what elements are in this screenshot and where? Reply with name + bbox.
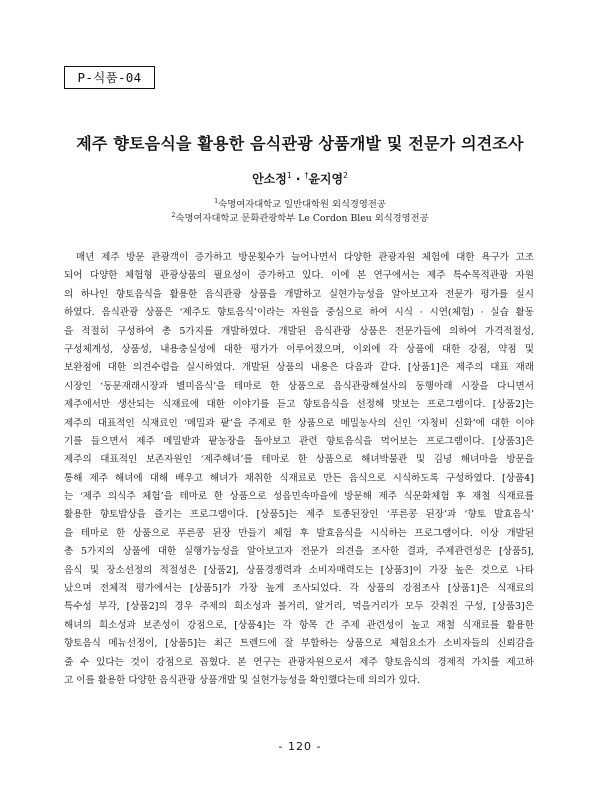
abstract-line: 의 하나인 향토음식을 활용한 음식관광 상품을 개발하고 실현가능성을 알아보고자 전문가 평가를 실시 [64,288,534,300]
abstract-line: 활용한 향토밥상을 즐기는 프로그램이다. [상품5]는 제주 토종된장인 ‘푸른콩 된장’과 ‘향토 발효음식’ [64,509,534,521]
page-number: - 120 - [278,740,322,753]
abstract-line: 기를 들으면서 제주 메밀밭과 팥농장을 돌아보고 관련 향토음식을 먹어보는 프로그램이다. [상품3]은 [64,435,534,447]
abstract-line: 는 ‘제주 의식주 체험’을 테마로 한 상품으로 성읍민속마을에 방문해 제주 식문화체험 후 재철 식재료를 [64,491,534,503]
affiliation-mark: 2 [171,210,176,219]
abstract-line: 제주의 대표적인 식재료인 ‘메밀과 팥’을 주제로 한 상품으로 메밀농사의 신인 ‘자청비 신화’에 대한 이야 [64,417,534,429]
affiliation-1 [0,196,600,210]
author-name: 윤지영 [308,172,344,186]
abstract-line: 제주에서만 생산되는 식재료에 대한 이야기를 듣고 향토음식을 선정해 맛보는 프로그램이다. [상품2]는 [64,399,534,411]
corresponding-mark: † [304,171,309,180]
abstract-line: 총 5가지의 상품에 대한 실행가능성을 알아보고자 전문가 의견을 조사한 결과, 주제관련성은 [상품5], [64,546,534,558]
author-name: 안소정 [252,172,287,186]
abstract-line: 고 이를 활용한 다양한 음식관광 상품개발 및 실현가능성을 확인했다는데 의의가 있다. [64,674,421,686]
affiliation-text: 숙명여자대학교 문화관광학부 Le Cordon Bleu 외식경영전공 [175,213,429,224]
abstract-line: 되어 다양한 체험형 관광상품의 필요성이 증가하고 있다. 이에 본 연구에서는 제주 특수목적관광 자원 [64,270,534,282]
abstract-line: 보완점에 대한 의견수렴을 실시하였다. 개발된 상품의 내용은 다음과 같다. [상품1]은 제주의 대표 재래 [64,362,534,374]
abstract-line: 줄 수 있다는 것이 강점으로 꼽혔다. 본 연구는 관광자원으로서 제주 향토음식의 경제적 가치를 제고하 [64,656,534,668]
abstract-line: 해녀의 희소성과 보존성이 강점으로, [상품4]는 각 항목 간 주제 관련성이 높고 재철 식재료를 활용한 [64,619,534,631]
affiliation-2 [0,210,600,224]
abstract-line: 구성체계성, 상품성, 내용충실성에 대한 평가가 이루어졌으며, 이외에 각 상품에 대한 강점, 약점 및 [64,343,534,355]
abstract-line: 하였다. 음식관광 상품은 ‘제주도 향토음식’이라는 자원을 중심으로 하여 시식 · 시연(체험) · 실습 활동 [64,307,534,319]
paper-title: 제주 향토음식을 활용한 음식관광 상품개발 및 전문가 의견조사 [76,134,524,153]
affiliation-text: 숙명여자대학교 일반대학원 외식경영전공 [218,199,386,210]
author-mark: 1 [286,171,292,180]
abstract-line: 향토음식 메뉴선정이, [상품5]는 최근 트렌드에 잘 부합하는 상품으로 체험요소가 소비자들의 신뢰감을 [64,638,534,650]
abstract-line: 제주의 대표적인 보존자원인 ‘제주해녀’를 테마로 한 상품으로 해녀박물관 및 김녕 해녀마을 방문을 [64,454,534,466]
author-line [0,170,600,187]
abstract-line: 매년 제주 방문 관광객이 증가하고 방문횟수가 늘어나면서 다양한 관광자원 체험에 대한 욕구가 고조 [76,252,534,263]
abstract-body [64,249,534,690]
abstract-line: 특수성 부각, [상품2]의 경우 주제의 희소성과 볼거리, 알거리, 먹을거리가 모두 갖춰진 구성, [상품3]은 [64,601,534,613]
abstract-line: 을 적절히 구성하여 총 5가지를 개발하였다. 개발된 음식관광 상품은 전문가들에 의하여 가격적절성, [64,325,534,337]
abstract-line: 났으며 전체적 평가에서는 [상품5]가 가장 높게 조사되었다. 각 상품의 강점조사 [상품1]은 식재료의 [64,583,534,595]
abstract-line: 통해 제주 해녀에 대해 배우고 해녀가 채취한 식재료로 만든 음식으로 시식하도록 구성하였다. [상품4] [64,472,534,484]
abstract-line: 음식 및 장소선정의 적절성은 [상품2], 상품경쟁력과 소비자매력도는 [상품3]이 가장 높은 것으로 나타 [64,564,534,576]
abstract-line: 시장인 ‘동문재래시장과 별미음식’을 테마로 한 상품으로 음식관광해설사의 동행아래 시장을 다니면서 [64,380,534,392]
abstract-line: 을 테마로 한 상품으로 푸른콩 된장 만들기 체험 후 발효음식을 시식하는 프로그램이다. 이상 개발된 [64,527,534,539]
author-mark: 2 [343,171,348,180]
affiliation-mark: 1 [214,196,219,205]
author-separator: · [291,172,305,186]
session-code-box: P-식품-04 [64,66,155,89]
